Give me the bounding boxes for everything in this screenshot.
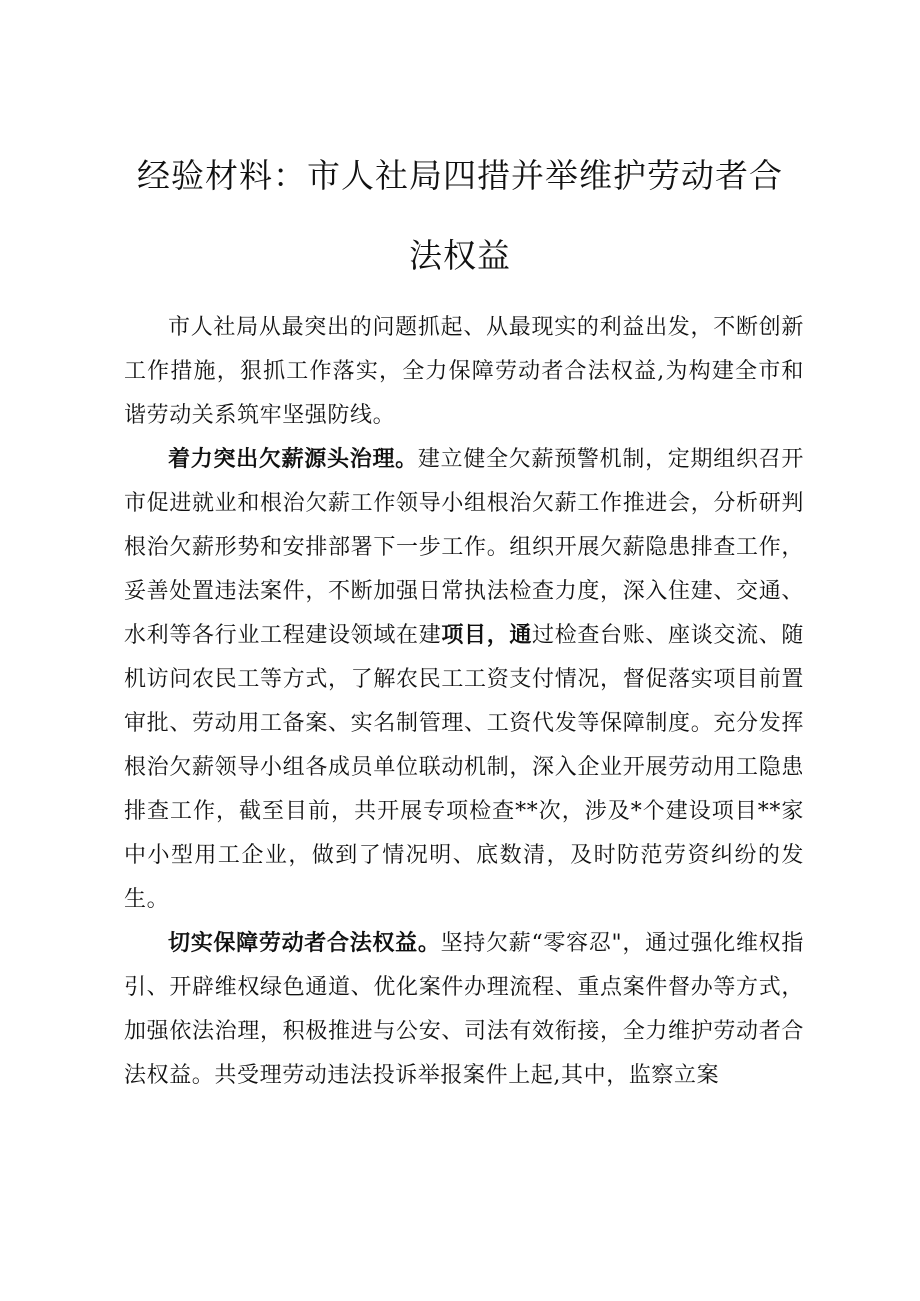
section-paragraph-1 bbox=[124, 438, 804, 922]
section-heading-1: 着力突出欠薪源头治理。 bbox=[168, 447, 418, 472]
section-text-1b: 过检查台账、座谈交流、随机访问农民工等方式，了解农民工工资支付情况，督促落实项目前置审批、劳动用工备案、实名制管理、工资代发等保障制度。充分发挥根治欠薪领导小组各成员单位联动机制，深入企业开展劳动用工隐患排查工作，截至目前，共开展专项检查**次，涉及*个建设项目**家中小型用工企业，做到了情况明、底数清，及时防范劳资纠纷的发生。 bbox=[124, 623, 805, 912]
document-title bbox=[120, 136, 800, 296]
intro-paragraph: 市人社局从最突出的问题抓起、从最现实的利益出发，不断创新工作措施，狠抓工作落实，全力保障劳动者合法权益,为构建全市和谐劳动关系筑牢坚强防线。 bbox=[124, 315, 804, 428]
section-heading-2: 切实保障劳动者合法权益。 bbox=[168, 931, 441, 956]
document-body bbox=[124, 306, 804, 1098]
section-paragraph-2 bbox=[124, 922, 804, 1098]
title-line-1: 经验材料：市人社局四措并举维护劳动者合 bbox=[137, 156, 783, 195]
section-text-1-bold: 项目，通 bbox=[441, 623, 533, 648]
section-text-1a: 建立健全欠薪预警机制，定期组织召开市促进就业和根治欠薪工作领导小组根治欠薪工作推进会，分析研判根治欠薪形势和安排部署下一步工作。组织开展欠薪隐患排查工作，妥善处置违法案件，不断加强日常执法检查力度，深入住建、交通、水利等各行业工程建设领域在建 bbox=[124, 447, 804, 648]
section-text-2: 坚持欠薪“零容忍"，通过强化维权指引、开辟维权绿色通道、优化案件办理流程、重点案件督办等方式，加强依法治理，积极推进与公安、司法有效衔接，全力维护劳动者合法权益。共受理劳动违法投诉举报案件上起,其中，监察立案 bbox=[124, 931, 805, 1088]
title-line-2: 法权益 bbox=[409, 236, 511, 275]
